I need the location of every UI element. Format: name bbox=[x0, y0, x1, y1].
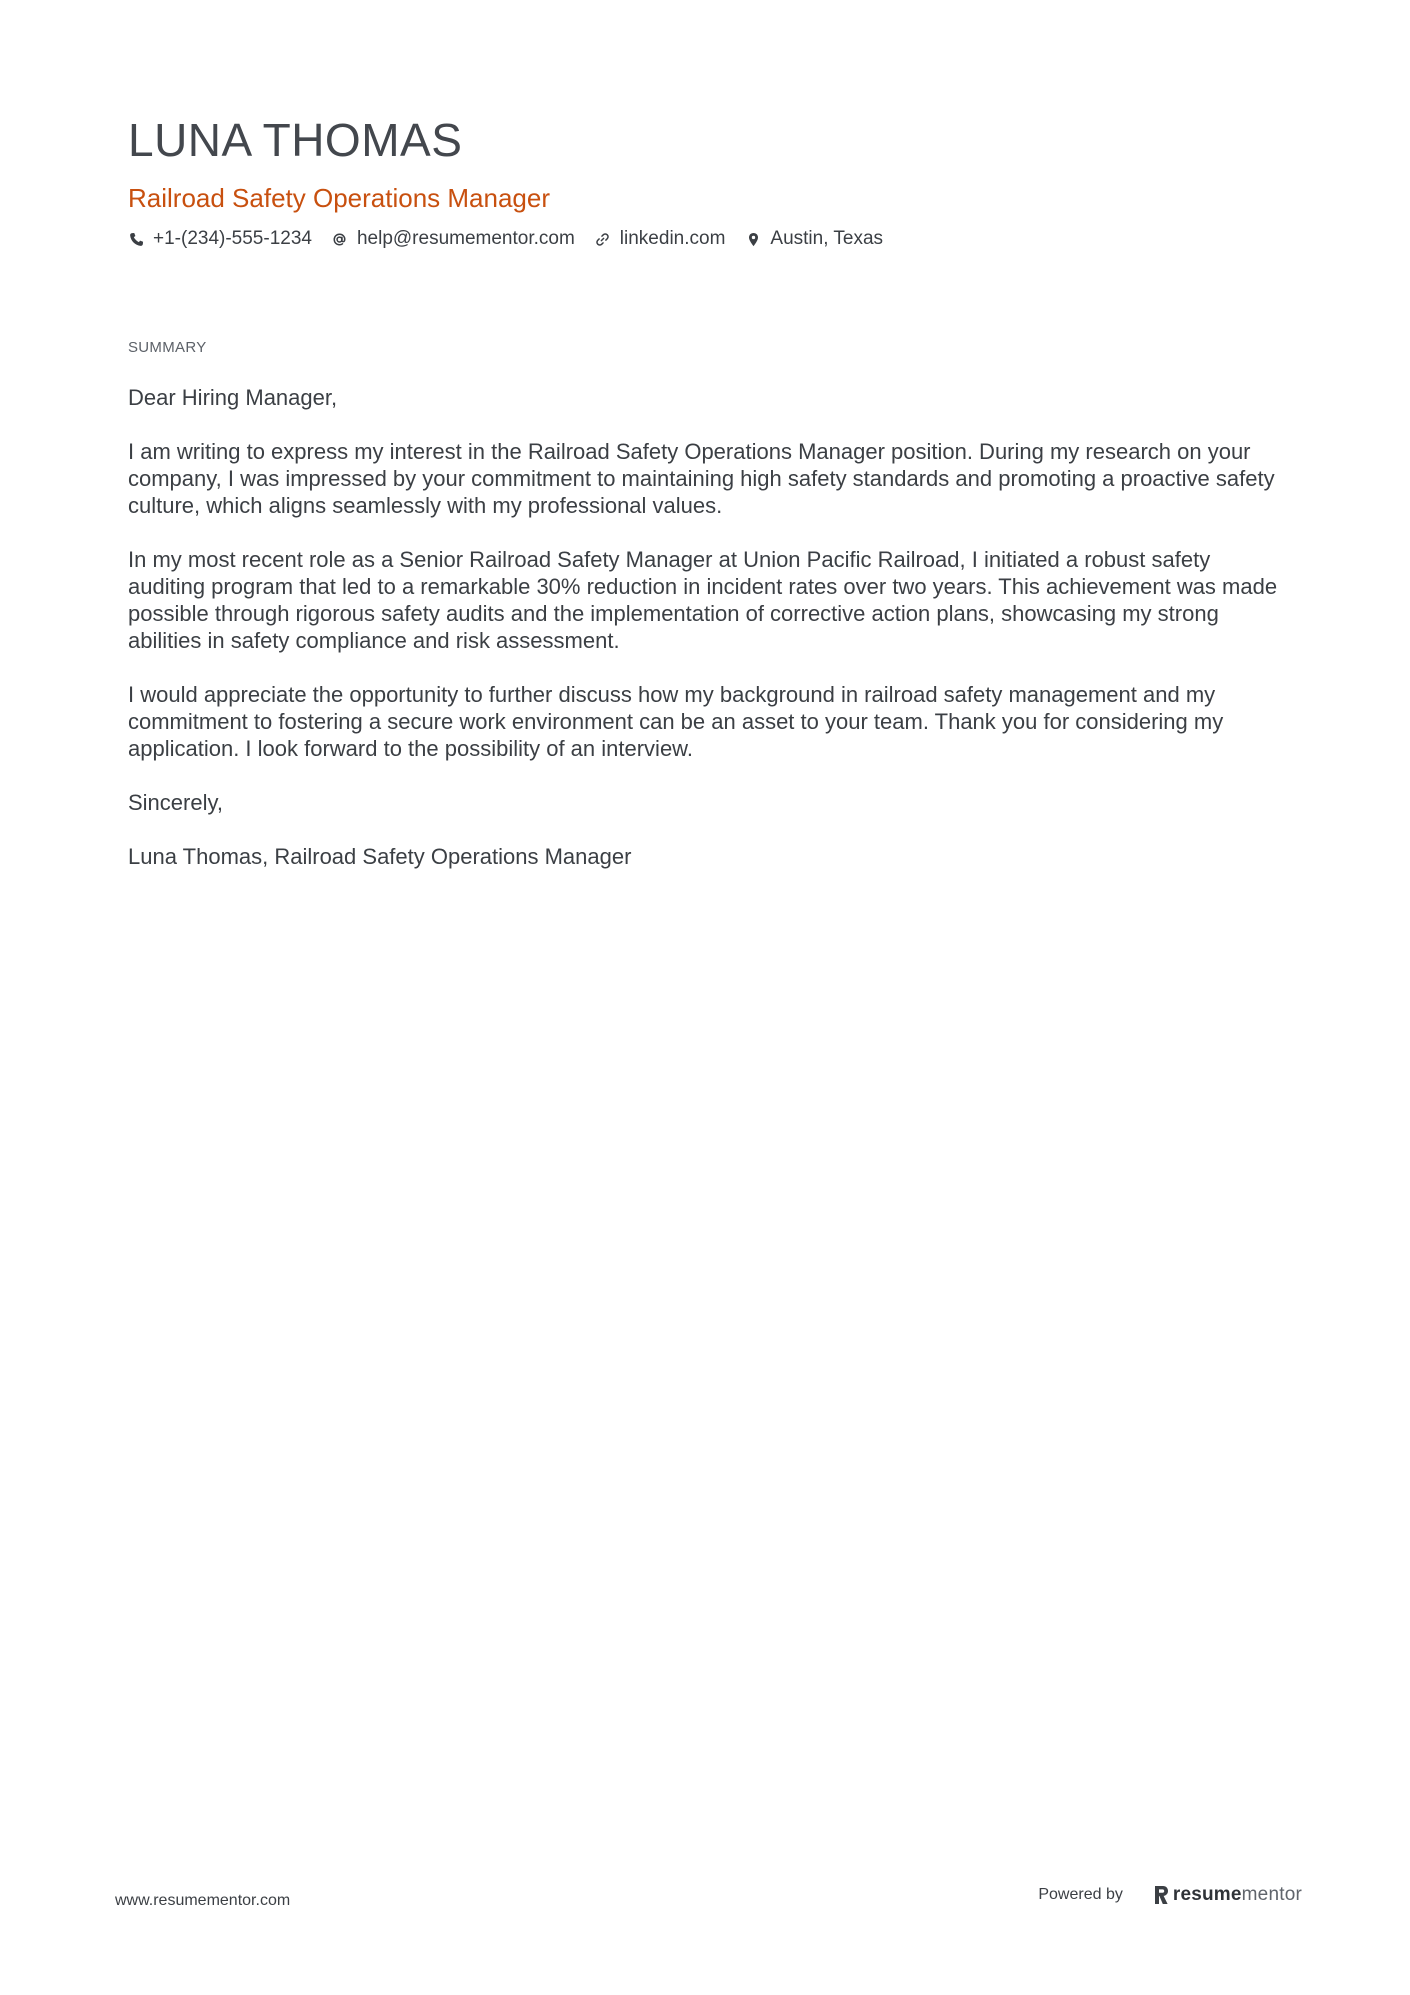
letter-body bbox=[128, 384, 1288, 897]
footer-branding bbox=[1038, 1884, 1302, 1906]
phone-text: +1-(234)-555-1234 bbox=[153, 228, 312, 249]
contact-phone bbox=[128, 226, 312, 252]
footer-website[interactable]: www.resumementor.com bbox=[115, 1892, 291, 1909]
at-icon bbox=[332, 231, 348, 247]
contact-website bbox=[595, 226, 726, 252]
candidate-name: LUNA THOMAS bbox=[128, 114, 463, 166]
resumementor-logo-icon bbox=[1153, 1885, 1169, 1905]
email-text: help@resumementor.com bbox=[356, 228, 575, 249]
location-text: Austin, Texas bbox=[770, 228, 884, 249]
header bbox=[128, 112, 1288, 252]
contact-email bbox=[332, 226, 575, 252]
contact-bar bbox=[128, 226, 1288, 252]
section-label-summary: SUMMARY bbox=[128, 339, 207, 356]
brand-name-strong: resume bbox=[1172, 1884, 1242, 1905]
phone-icon bbox=[128, 231, 144, 247]
powered-by-text: Powered by bbox=[1038, 1886, 1123, 1903]
contact-location bbox=[745, 226, 883, 252]
greeting: Dear Hiring Manager, bbox=[128, 385, 338, 410]
signature: Luna Thomas, Railroad Safety Operations Manager bbox=[128, 844, 632, 869]
job-title: Railroad Safety Operations Manager bbox=[128, 183, 551, 213]
paragraph: In my most recent role as a Senior Railroad Safety Manager at Union Pacific Railroad, I initiated a robust safety auditing program that led to a remarkable 30% reduction in incident rates over two years. This achievement was made possible through rigorous safety audits and the implementation of corrective action plans, showcasing my strong abilities in safety compliance and risk assessment. bbox=[128, 547, 1278, 653]
website-text: linkedin.com bbox=[619, 228, 726, 249]
paragraph: I am writing to express my interest in the Railroad Safety Operations Manager position. During my research on your company, I was impressed by your commitment to maintaining high safety standards and promoting a proactive safety culture, which aligns seamlessly with my professional values. bbox=[128, 439, 1275, 518]
link-icon bbox=[595, 231, 611, 247]
brand-logo[interactable] bbox=[1153, 1884, 1302, 1906]
closing: Sincerely, bbox=[128, 790, 223, 815]
paragraph: I would appreciate the opportunity to further discuss how my background in railroad safety management and my commitment to fostering a secure work environment can be an asset to your team. Thank you for considering my application. I look forward to the possibility of an interview. bbox=[128, 682, 1224, 761]
map-pin-icon bbox=[745, 231, 761, 247]
brand-name-light: mentor bbox=[1241, 1884, 1302, 1905]
